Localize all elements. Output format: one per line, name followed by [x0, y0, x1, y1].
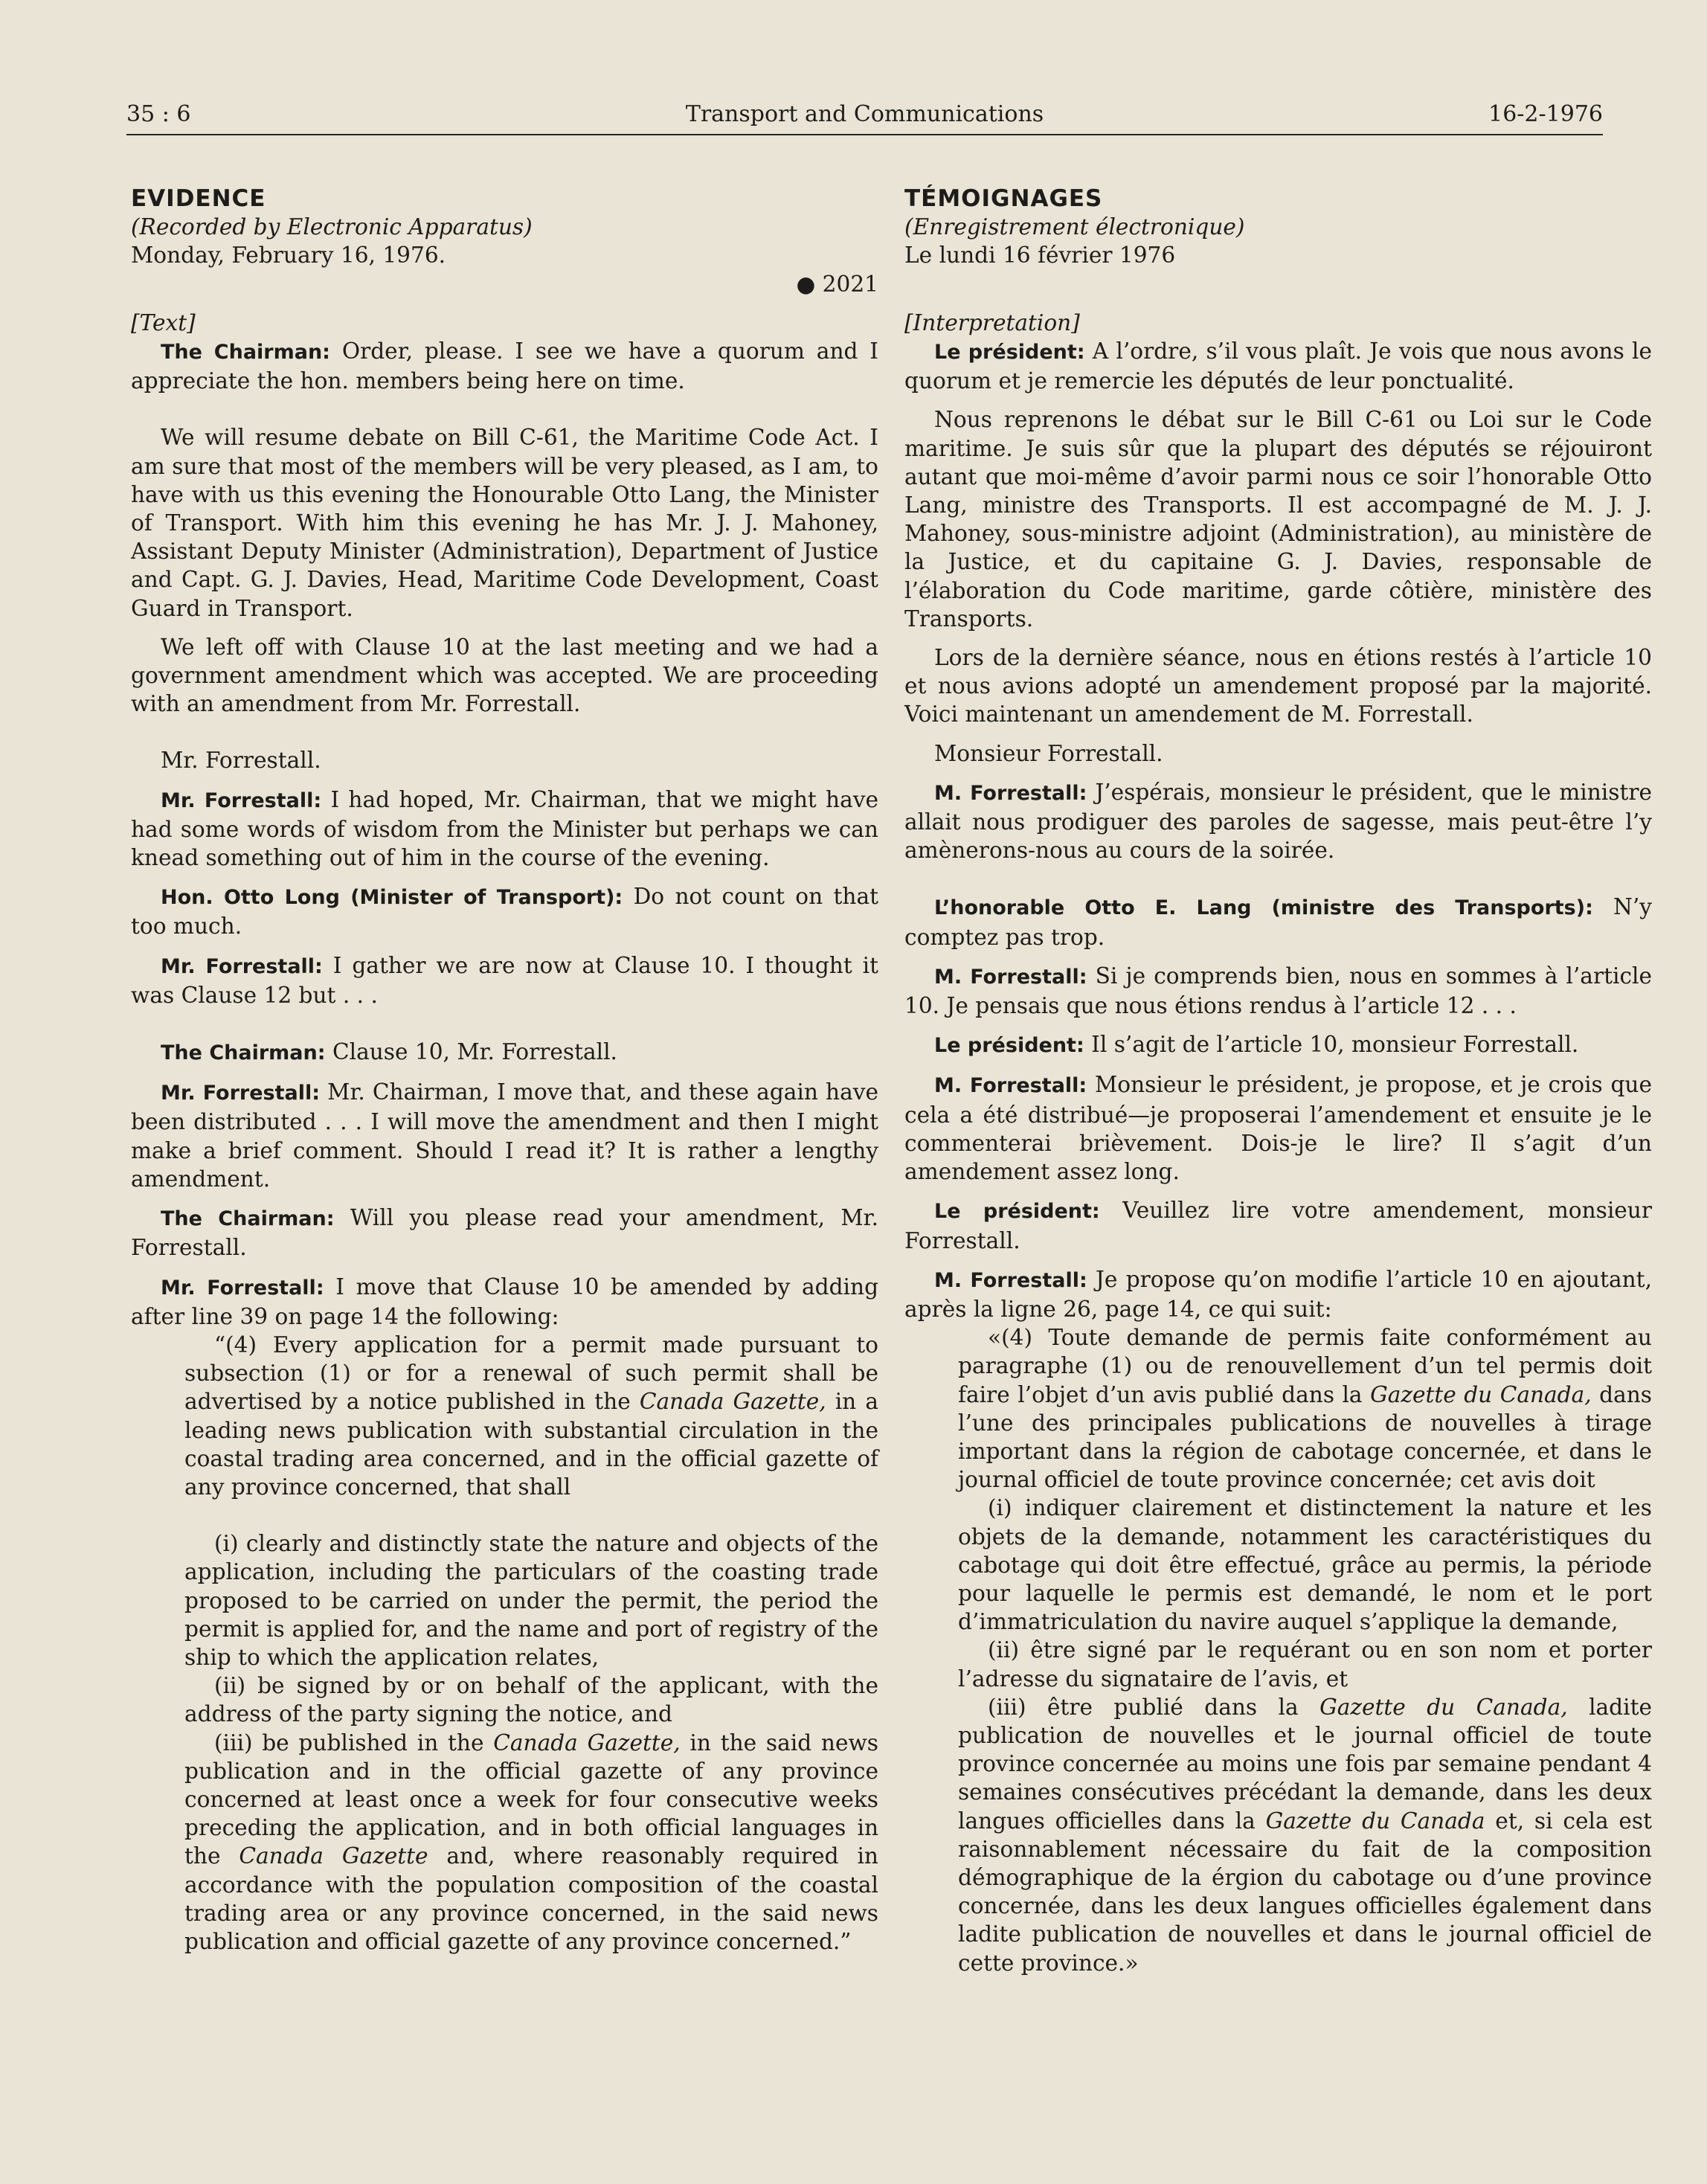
- paragraph: M. Forrestall: Si je comprends bien, nous en sommes à l’article 10. Je pensais que nous étions rendus à l’article 12 . . .: [904, 963, 1653, 1019]
- header-date: 16-2-1976: [1488, 101, 1603, 127]
- speaker-name: M. Forrestall:: [934, 1074, 1087, 1098]
- paragraph: M. Forrestall: J’espérais, monsieur le président, que le ministre allait nous prodiguer des paroles de sagesse, mais peut-être l’y amènerons-nous au cours de la soirée.: [904, 779, 1652, 864]
- speaker-name: Mr. Forrestall:: [161, 954, 323, 978]
- speaker-name: M. Forrestall:: [934, 1268, 1087, 1292]
- paragraph: Lors de la dernière séance, nous en étions restés à l’article 10 et nous avions adopté un amendement proposé par la majorité. Voici maintenant un amendement de M. Forrestall.: [904, 645, 1652, 728]
- paragraph: Nous reprenons le débat sur le Bill C-61 ou Loi sur le Code maritime. Je suis sûr que la plupart des députés se réjouiront autant que moi-même d’avoir parmi nous ce soir l’honorable Otto Lang, ministre des Transports. Il est accompagné de M. J. J. Mahoney, sous-ministre adjoint (Administration), au ministère de la Justice, et du capitaine G. J. Davies, responsable de l’élaboration du Code maritime, garde côtière, ministère des Transports.: [904, 407, 1652, 632]
- speaker-name: The Chairman:: [161, 1041, 326, 1065]
- amendment-item: (i) indiquer clairement et distinctement la nature et les objets de la demande, notamment les caractéristiques du cabotage qui doit être effectué, grâce au permis, la période pour laquelle le permis est demandé, le nom et le port d’immatriculation du navire auquel s’applique la demande,: [958, 1495, 1652, 1635]
- session-date: Monday, February 16, 1976.: [131, 243, 446, 269]
- speaker-name: M. Forrestall:: [934, 781, 1087, 805]
- speaker-name: Mr. Forrestall:: [161, 1082, 321, 1105]
- amendment-item: (ii) être signé par le requérant ou en son nom et porter l’adresse du signataire de l’avis, et: [958, 1637, 1652, 1692]
- page-number: 35 : 6: [126, 101, 191, 127]
- amendment-item: (i) clearly and distinctly state the nature and objects of the application, including the particulars of the coasting trade proposed to be carried on under the permit, the period the permit is applied for, and the name and port of registry of the ship to which the application relates,: [184, 1531, 878, 1670]
- recording-note: (Recorded by Electronic Apparatus): [131, 214, 533, 240]
- paragraph: Mr. Forrestall.: [161, 748, 321, 774]
- paragraph: The Chairman: Clause 10, Mr. Forrestall.: [161, 1039, 617, 1065]
- paragraph: M. Forrestall: Je propose qu’on modifie l’article 10 en ajoutant, après la ligne 26, page 14, ce qui suit:: [904, 1266, 1652, 1322]
- speaker-name: M. Forrestall:: [934, 965, 1087, 989]
- text-tag: [Text]: [131, 309, 196, 335]
- session-date: Le lundi 16 février 1976: [904, 243, 1176, 269]
- amendment-text: «(4) Toute demande de permis faite conformément au paragraphe (1) ou de renouvellement d’un tel permis doit faire l’objet d’un avis publié dans la Gazette du Canada, dans l’une des principales publications de nouvelles à tirage important dans la région de cabotage concernée, et dans le journal officiel de toute province concernée; cet avis doit: [958, 1325, 1652, 1493]
- speaker-name: Le président:: [934, 1200, 1100, 1224]
- speaker-name: The Chairman:: [161, 341, 330, 364]
- speaker-name: Mr. Forrestall:: [161, 789, 322, 812]
- paragraph: The Chairman: Will you please read your amendment, Mr. Forrestall.: [131, 1205, 878, 1261]
- amendment-item: (ii) be signed by or on behalf of the applicant, with the address of the party signing the notice, and: [184, 1673, 878, 1727]
- paragraph: The Chairman: Order, please. I see we have a quorum and I appreciate the hon. members being here on time.: [131, 338, 878, 394]
- paragraph: Mr. Forrestall: I move that Clause 10 be amended by adding after line 39 on page 14 the following:: [131, 1274, 879, 1329]
- section-heading: TÉMOIGNAGES: [904, 185, 1103, 212]
- french-column: [904, 184, 1652, 1977]
- paragraph: Le président: A l’ordre, s’il vous plaît. Je vois que nous avons le quorum et je remercie les députés de leur ponctualité.: [904, 338, 1652, 394]
- paragraph: Mr. Forrestall: I had hoped, Mr. Chairman, that we might have had some words of wisdom from the Minister but perhaps we can knead something out of him in the course of the evening.: [131, 786, 878, 871]
- paragraph: Hon. Otto Long (Minister of Transport): Do not count on that too much.: [131, 884, 878, 940]
- paragraph: M. Forrestall: Monsieur le président, je propose, et je crois que cela a été distribué—je proposerai l’amendement et ensuite je le commenterai brièvement. Dois-je le lire? Il s’agit d’un amendement assez long.: [904, 1072, 1652, 1185]
- spacer: [904, 270, 1652, 298]
- speaker-name: L’honorable Otto E. Lang (ministre des Transports):: [934, 896, 1593, 920]
- speaker-name: Le président:: [934, 341, 1085, 364]
- amendment-item: (iii) be published in the Canada Gazette, in the said news publication and in the official gazette of any province concerned at least once a week for four consecutive weeks preceding the application, and in both official languages in the Canada Gazette and, where reasonably required in accordance with the population composition of the coastal trading area or any province concerned, in the said news publication and official gazette of any province concerned.”: [184, 1729, 878, 1954]
- english-column: [131, 184, 878, 1956]
- speaker-name: Hon. Otto Long (Minister of Transport):: [161, 886, 623, 910]
- paragraph: We will resume debate on Bill C-61, the Maritime Code Act. I am sure that most of the members will be very pleased, as I am, to have with us this evening the Honourable Otto Lang, the Minister of Transport. With him this evening he has Mr. J. J. Mahoney, Assistant Deputy Minister (Administration), Department of Justice and Capt. G. J. Davies, Head, Maritime Code Development, Coast Guard in Transport.: [131, 425, 878, 621]
- amendment-text: “(4) Every application for a permit made pursuant to subsection (1) or for a renewal of such permit shall be advertised by a notice published in the Canada Gazette, in a leading news publication with substantial circulation in the coastal trading area concerned, and in the official gazette of any province concerned, that shall: [184, 1332, 878, 1500]
- paragraph: Mr. Forrestall: I gather we are now at Clause 10. I thought it was Clause 12 but . . .: [131, 952, 878, 1008]
- paragraph: We left off with Clause 10 at the last meeting and we had a government amendment which was accepted. We are proceeding with an amendment from Mr. Forrestall.: [131, 634, 878, 717]
- amendment-item: (iii) être publié dans la Gazette du Canada, ladite publication de nouvelles et le journal officiel de toute province concernée au moins une fois par semaine pendant 4 semaines consécutives précédant la demande, dans les deux langues officielles dans la Gazette du Canada et, si cela est raisonnablement nécessaire du fait de la composition démographique de la érgion du cabotage ou d’une province concernée, dans les deux langues officielles également dans ladite publication de nouvelles et dans le journal officiel de cette province.»: [958, 1694, 1652, 1976]
- text-tag: [Interpretation]: [904, 309, 1080, 335]
- speaker-name: The Chairman:: [161, 1207, 335, 1231]
- recording-note: (Enregistrement électronique): [904, 214, 1245, 240]
- paragraph: Monsieur Forrestall.: [934, 740, 1163, 766]
- speaker-name: Mr. Forrestall:: [161, 1276, 324, 1300]
- paragraph: Mr. Forrestall: Mr. Chairman, I move that, and these again have been distributed . . . I will move the amendment and then I might make a brief comment. Should I read it? It is rather a lengthy amendment.: [131, 1079, 878, 1192]
- paragraph: L’honorable Otto E. Lang (ministre des Transports): N’y comptez pas trop.: [904, 894, 1652, 950]
- speaker-name: Le président:: [934, 1034, 1084, 1058]
- time-marker: ● 2021: [796, 271, 878, 297]
- section-heading: EVIDENCE: [131, 185, 266, 212]
- paragraph: Le président: Veuillez lire votre amendement, monsieur Forrestall.: [904, 1198, 1652, 1253]
- running-header: [126, 101, 1603, 135]
- paragraph: Le président: Il s’agit de l’article 10, monsieur Forrestall.: [934, 1032, 1579, 1058]
- header-title: Transport and Communications: [685, 101, 1044, 127]
